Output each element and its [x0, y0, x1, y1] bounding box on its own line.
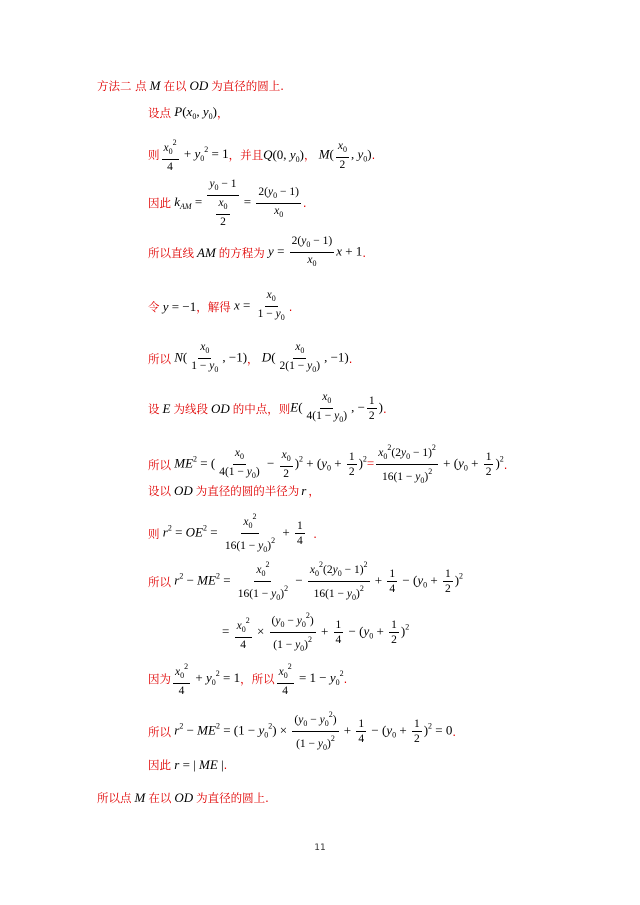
step5-end: . [288, 299, 293, 314]
formula-equals-zero: $r^2 - ME^2 = (1 - y_0^2)$ × $\frac{(y_0 - y_0^2)}{(1 - y_0)^2}$ + $\frac{1}{4}$ − ($y_0$ + $\frac{1}{2}$ )$^2$ = 0 [174, 710, 453, 752]
formula-p: $P(x_0$, $y_0$) [174, 104, 217, 121]
formula-therefore: $\frac{x_0^2}{4}$ = $1 - y_0^2$ [278, 662, 344, 697]
step10-pre: 则 [148, 526, 160, 541]
step3-pre: 因此 [148, 196, 171, 210]
conclusion-var-od: OD [174, 790, 194, 805]
step2-mid: ，并且 [228, 148, 264, 162]
step9-var-od: OD [174, 483, 193, 498]
step-r-squared [148, 510, 317, 557]
step5-pre: 令 [148, 299, 160, 314]
step9-var-r: r [301, 483, 307, 498]
step4-var-am: AM [197, 244, 216, 260]
conclusion-end: 为直径的圆上. [196, 791, 269, 805]
heading-prefix: 方法二 点 [97, 79, 147, 93]
step-me-squared [148, 441, 507, 488]
formula-x-solution: x = $\frac{x_0}{1 - y_0}$ [233, 289, 285, 322]
step2-comma: ， [303, 148, 316, 162]
step7-pre: 设 [148, 401, 160, 416]
step7-var-od: OD [210, 400, 230, 416]
step6-comma: ， [247, 351, 259, 366]
formula-e: E( $\frac{x_0}{4(1 - y_0)}$ , − $\frac{1}{2}$ ) [290, 391, 383, 424]
conclusion-var-m: M [134, 790, 146, 805]
step15-end: . [223, 758, 228, 772]
step3-end: . [302, 196, 307, 210]
step2-pre: 则 [148, 148, 160, 162]
step14-end: . [452, 724, 457, 739]
step1-tail: ， [216, 105, 229, 120]
step7-mid1: 为线段 [173, 401, 208, 416]
step-equals-zero [148, 708, 456, 755]
formula-d: D( $\frac{x_0}{2(1 - y_0)}$ , −1) [261, 341, 349, 374]
step10-end: . [313, 526, 317, 541]
step4-mid: 的方程为 [218, 245, 265, 260]
step5-mid: ，解得 [196, 299, 231, 314]
step-radius-def [148, 483, 320, 499]
step4-end: . [362, 245, 366, 260]
step-r-equals-me [148, 757, 227, 773]
formula-n: N( $\frac{x_0}{1 - y_0}$ , −1) [174, 341, 248, 374]
step4-pre: 所以直线 [148, 245, 194, 260]
step2-end: . [371, 148, 376, 162]
heading-suffix: 为直径的圆上. [211, 79, 284, 93]
step-ellipse-condition [148, 136, 375, 174]
step6-pre: 所以 [148, 351, 171, 366]
step-difference [148, 558, 463, 605]
step-set-point-p [148, 104, 228, 121]
step7-mid2: 的中点，则 [232, 401, 291, 416]
page-number: 11 [314, 843, 326, 853]
step11-pre: 所以 [148, 574, 171, 589]
conclusion-pre: 所以点 [97, 791, 132, 805]
formula-m: M( $\frac{x_0}{2}$ , $y_0$) [318, 139, 372, 171]
step-midpoint-e [148, 390, 387, 427]
heading-mid: 在以 [163, 79, 187, 93]
step14-pre: 所以 [148, 724, 171, 739]
step8-pre: 所以 [148, 457, 171, 472]
step1-text: 设点 [148, 105, 171, 120]
conclusion-mid: 在以 [148, 791, 172, 805]
step15-pre: 因此 [148, 758, 171, 772]
step-solve-x [148, 288, 292, 325]
step13-end: . [343, 672, 348, 686]
formula-me-squared: $ME^2$ = ( $\frac{x_0}{4(1 - y_0)}$ − $\frac{x_0}{2}$ )$^2 + (y_0$ + $\frac{1}{2}$ )$^2$= $\frac{x_0^2(2y_0 - 1)^2}{16(1 - y_0)^2}$ + ($y_0$ + $\frac{1}{2}$ )$^2$ [174, 443, 504, 485]
step-points-n-d [148, 340, 352, 377]
step9-mid: 为直径的圆的半径为 [195, 484, 300, 498]
step9-pre: 设以 [148, 484, 171, 498]
formula-line-am: y = $\frac{2(y_0 - 1)}{x_0}$ x + 1 [268, 235, 363, 268]
formula-slope: $k_{AM}$ = $\frac{y_0 - 1}{\frac{x_0}{2}}$ = $\frac{2(y_0 - 1)}{x_0}$ [174, 178, 299, 228]
step-line-equation [148, 234, 366, 271]
formula-y-minus-one: y = −1 [162, 298, 197, 314]
heading-var-m: M [149, 78, 161, 93]
step8-end: . [503, 457, 508, 472]
formula-simplified: = $\frac{x_0^2}{4}$ × $\frac{(y_0 - y_0^2)}{(1 - y_0)^2}$ + $\frac{1}{4}$ − ($y_0$ + $\frac{1}{2}$ )$^2$ [222, 611, 410, 653]
step7-end: . [383, 401, 387, 416]
formula-q: Q(0, $y_0$) [263, 146, 304, 164]
conclusion [97, 790, 269, 806]
step7-var-e: E [162, 400, 171, 416]
formula-difference: $r^2 - ME^2$ = $\frac{x_0^2}{16(1 - y_0)^2}$ − $\frac{x_0^2(2y_0 - 1)^2}{16(1 - y_0)^2}$ + $\frac{1}{4}$ − ($y_0$ + $\frac{1}{2}$ )$^2$ [174, 560, 464, 602]
formula-because: $\frac{x_0^2}{4}$ + $y_0^2 = 1$ [175, 662, 241, 697]
step13-pre: 因为 [148, 672, 171, 686]
formula-r-equals-me: r = | ME | [174, 757, 224, 772]
step-because [148, 660, 347, 698]
formula-r-squared: $r^2 = OE^2$ = $\frac{x_0^2}{16(1 - y_0)^2}$ + $\frac{1}{4}$ [162, 512, 303, 554]
step13-mid: ，所以 [240, 672, 275, 686]
step9-end: ， [308, 484, 320, 498]
step-slope [148, 177, 307, 229]
heading-var-od: OD [189, 78, 209, 93]
step-simplified [222, 609, 409, 656]
step6-end: . [348, 351, 353, 366]
formula-ellipse: $\frac{x_0^2}{4}$ + $y_0^2 = 1$ [163, 138, 229, 173]
method-heading [97, 78, 284, 94]
